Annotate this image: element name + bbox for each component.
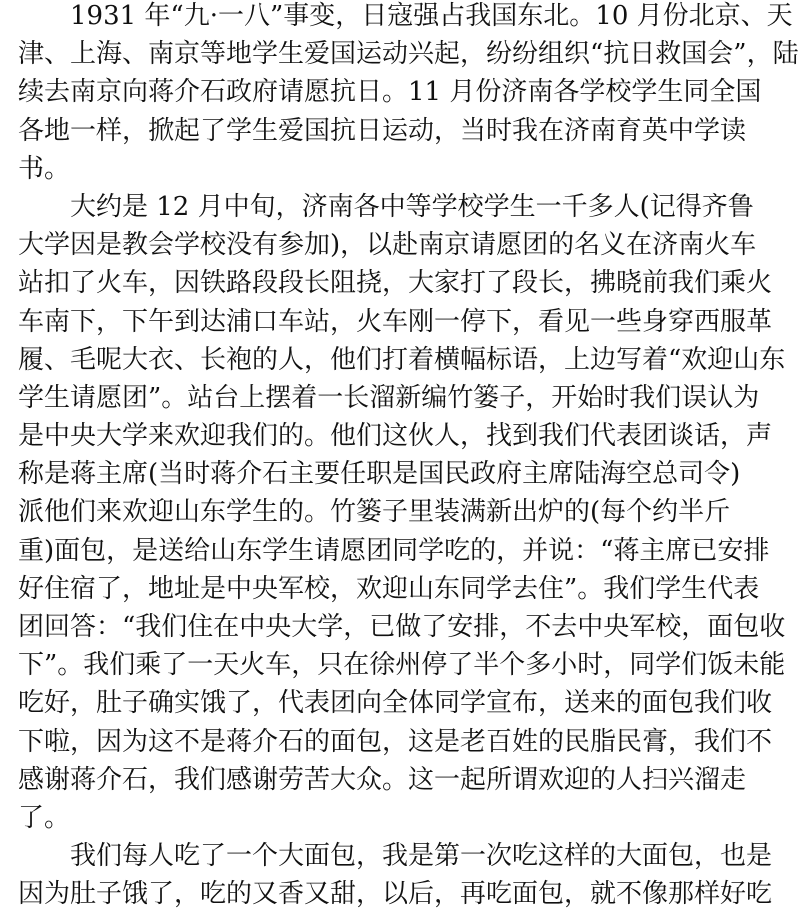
text-line: 学生请愿团”。站台上摆着一长溜新编竹篓子，开始时我们误认为 [18,382,760,413]
text-line: 站扣了火车，因铁路段段长阻挠，大家打了段长，拂晓前我们乘火 [18,268,773,299]
text-line: 团回答：“我们住在中央大学，已做了安排，不去中央军校，面包收 [18,612,786,642]
text-line: 书。 [18,153,71,184]
text-line: 我们每人吃了一个大面包，我是第一次吃这样的大面包，也是 [18,841,773,872]
text-line: 大学因是教会学校没有参加)，以赴南京请愿团的名义在济南火车 [18,230,757,261]
text-line: 感谢蒋介石，我们感谢劳苦大众。这一起所谓欢迎的人扫兴溜走 [18,764,747,795]
text-line: 津、上海、南京等地学生爱国运动兴起，纷纷组织“抗日救国会”，陆 [18,39,799,70]
text-line: 1931 年“九·一八”事变，日寇强占我国东北。10 月份北京、天 [18,1,793,31]
text-line: 是中央大学来欢迎我们的。他们这伙人，找到我们代表团谈话，声 [18,421,773,452]
paragraph-3 [18,837,773,913]
text-line: 吃好，肚子确实饿了，代表团向全体同学宣布，送来的面包我们收 [18,688,773,719]
text-line: 各地一样，掀起了学生爱国抗日运动，当时我在济南育英中学读 [18,115,747,146]
paragraph-2 [18,188,786,837]
text-line: 重)面包，是送给山东学生请愿团同学吃的，并说：“蒋主席已安排 [18,535,770,566]
text-line: 因为肚子饿了，吃的又香又甜，以后，再吃面包，就不像那样好吃 [18,879,773,910]
text-line: 续去南京向蒋介石政府请愿抗日。11 月份济南各学校学生同全国 [18,77,762,108]
text-line: 好住宿了，地址是中央军校，欢迎山东同学去住”。我们学生代表 [18,573,760,604]
text-line: 派他们来欢迎山东学生的。竹篓子里装满新出炉的(每个约半斤 [18,497,731,528]
paragraph-1 [18,0,799,188]
text-line: 履、毛呢大衣、长袍的人，他们打着横幅标语，上边写着“欢迎山东 [18,344,786,375]
text-line: 车南下，下午到达浦口车站，火车刚一停下，看见一些身穿西服革 [18,306,773,337]
text-line: 了。 [18,802,71,833]
text-line: 大约是 12 月中旬，济南各中等学校学生一千多人(记得齐鲁 [18,191,754,222]
text-line: 称是蒋主席(当时蒋介石主要任职是国民政府主席陆海空总司令) [18,459,741,490]
text-line: 下”。我们乘了一天火车，只在徐州停了半个多小时，同学们饭未能 [18,650,786,681]
text-line: 下啦，因为这不是蒋介石的面包，这是老百姓的民脂民膏，我们不 [18,726,773,757]
